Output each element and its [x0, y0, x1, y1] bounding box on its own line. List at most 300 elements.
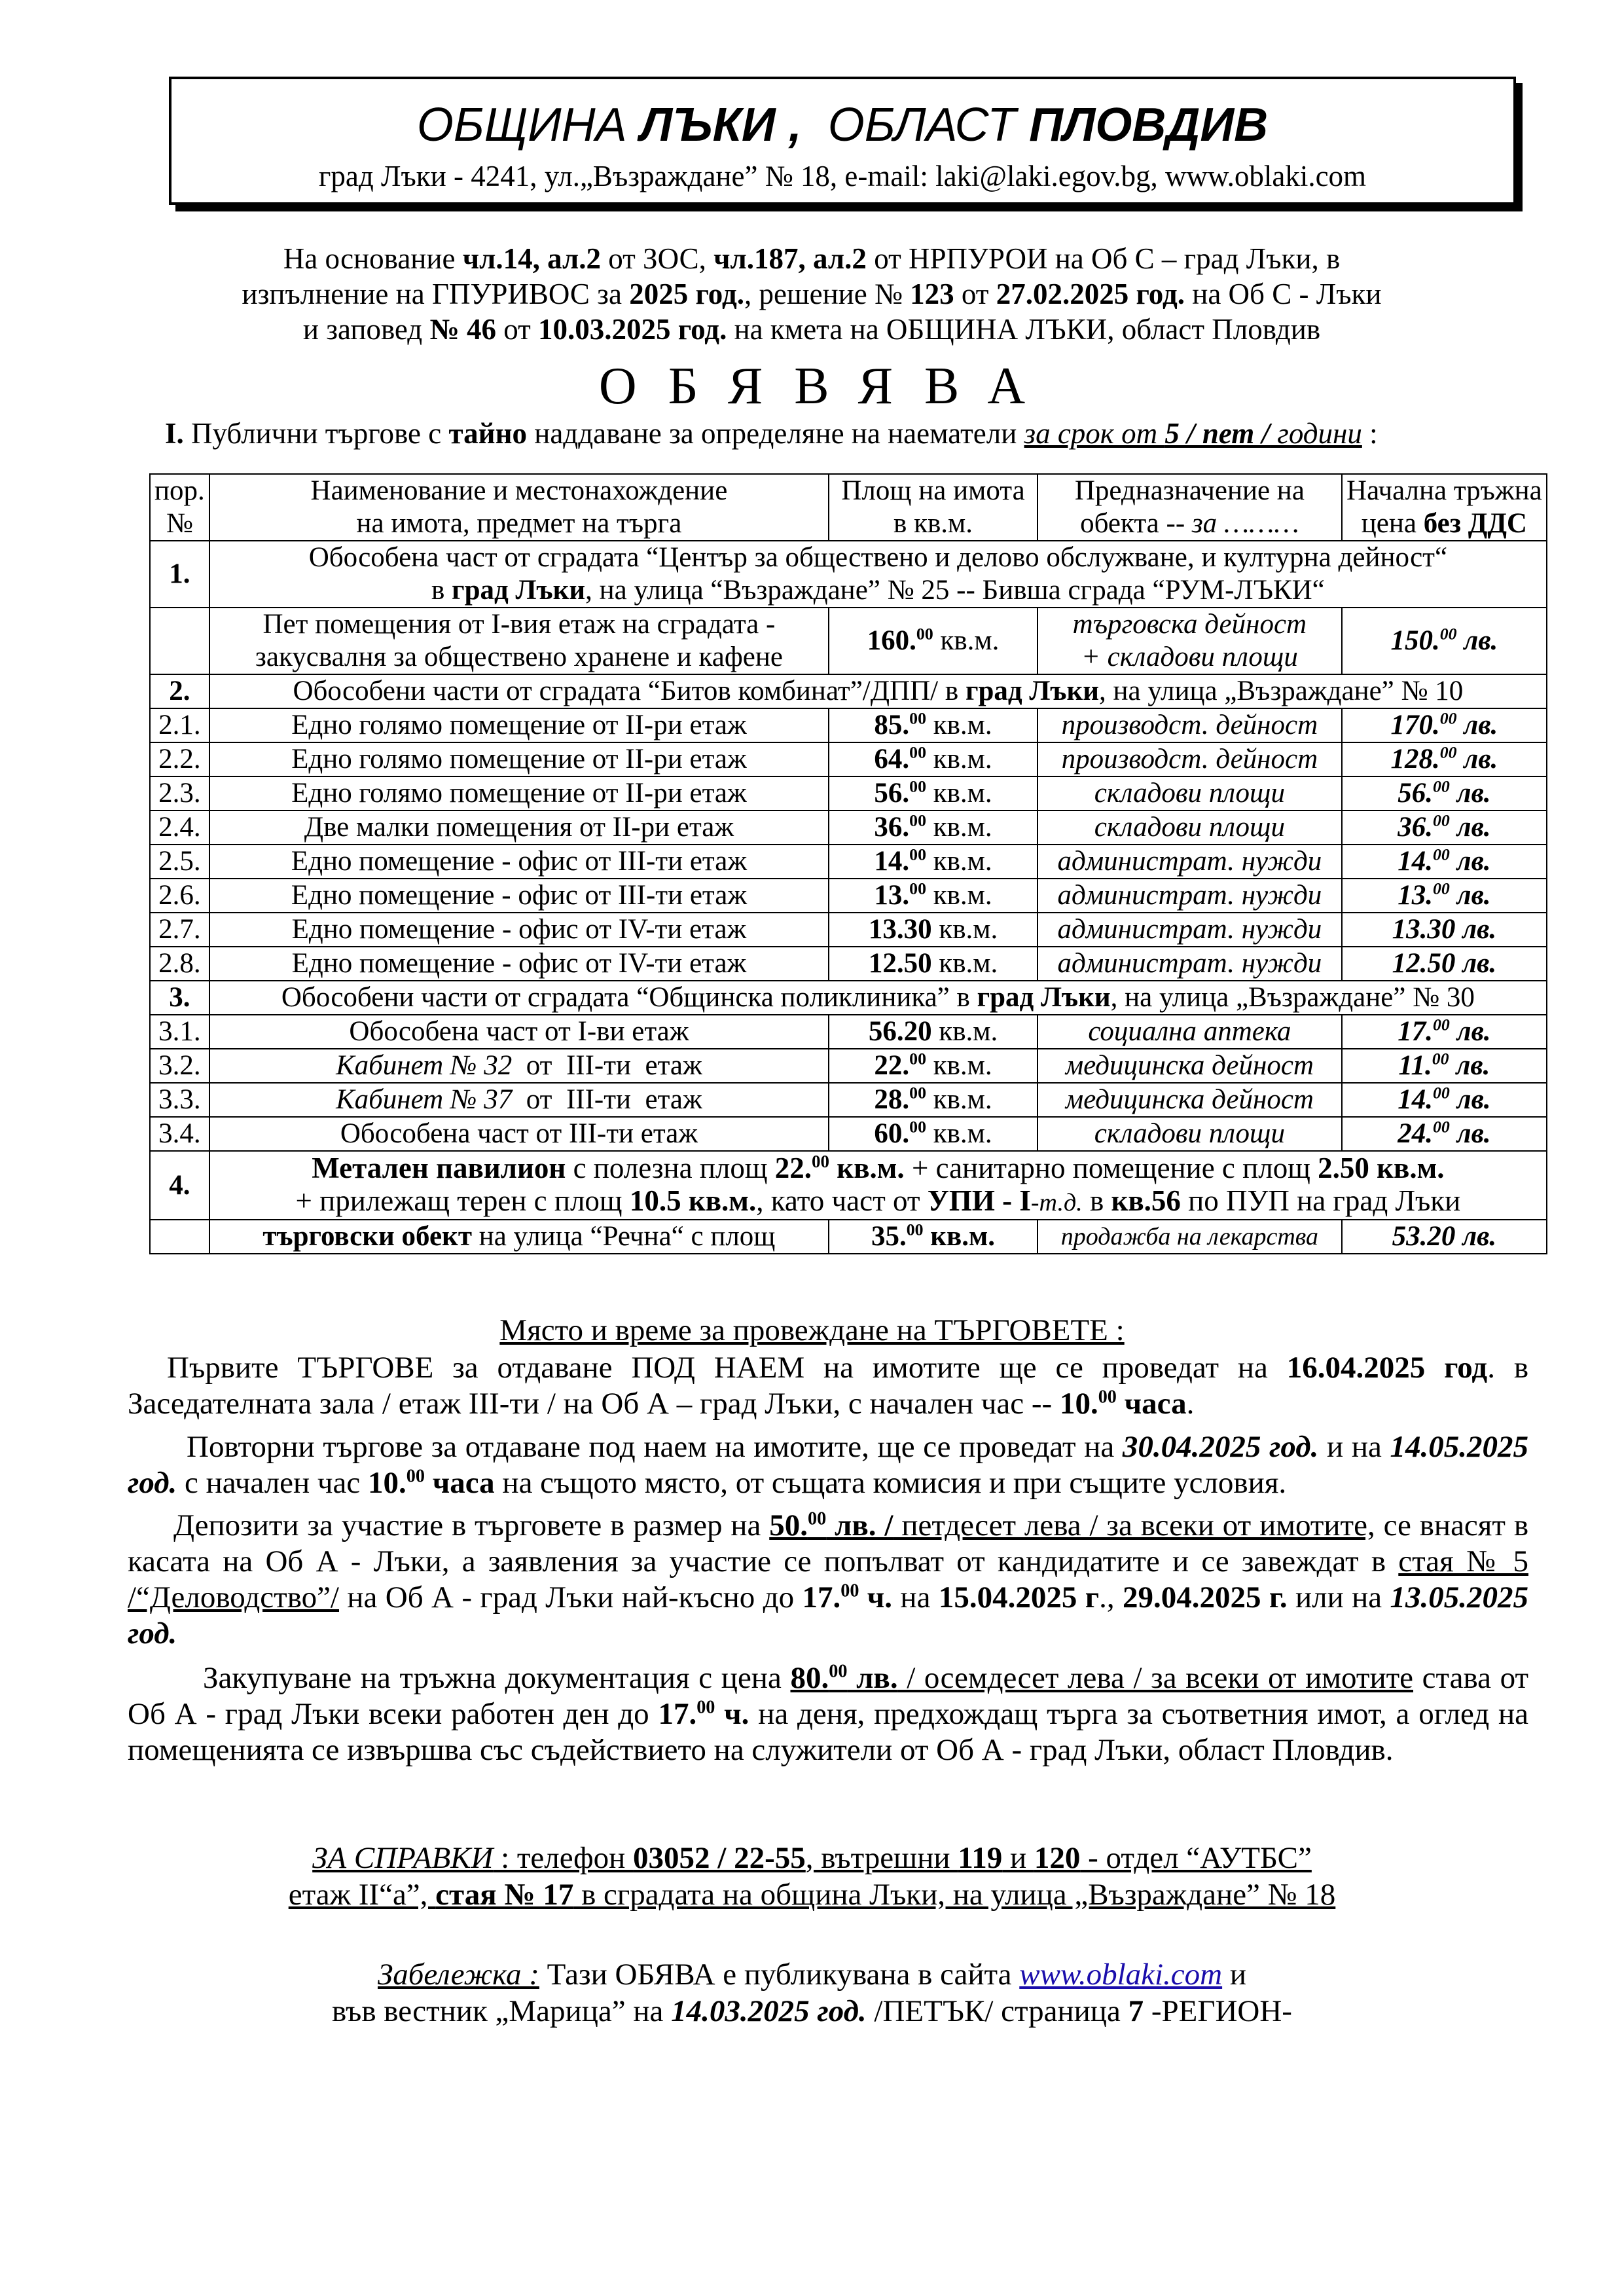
group-2-rows: [150, 708, 1547, 981]
t: 24.: [1398, 1118, 1433, 1149]
group-1-header: [150, 541, 1547, 608]
t: Начална тръжна: [1346, 475, 1542, 506]
t: лв.: [1449, 1050, 1490, 1081]
t: 12.50: [1392, 948, 1456, 979]
t: от III-ти етаж: [512, 1050, 702, 1081]
t: 00: [909, 879, 926, 898]
t: , на улица “Възраждане” № 25 -- Бивша сграда “РУМ-ЛЪКИ“: [585, 575, 1325, 606]
t: лв.: [1449, 812, 1491, 843]
t: на имота, предмет на търга: [356, 508, 682, 539]
row-area: [829, 879, 1038, 913]
t: ч.: [859, 1580, 893, 1614]
t: 17.: [1398, 1016, 1433, 1047]
para-deposits: [128, 1508, 1528, 1652]
row-purpose: складови площи: [1038, 1117, 1342, 1151]
t: 10.03.2025 год.: [538, 313, 727, 346]
t: 00: [1432, 1049, 1449, 1068]
t: 2.50 кв.м.: [1318, 1152, 1445, 1184]
t: Обособена част от сградата “Център за обществено и делово обслужване, и културна дейност“: [308, 542, 1448, 573]
place-time-title: Място и време за провеждане на ТЪРГОВЕТЕ :: [499, 1313, 1125, 1347]
row-area: [829, 1083, 1038, 1117]
t: Депозити за участие в търговете в размер на: [173, 1508, 770, 1542]
row-name: [209, 845, 829, 879]
t: 119: [958, 1841, 1003, 1875]
row-num: 2.5.: [150, 845, 209, 879]
row-name: [209, 811, 829, 845]
t: часа: [1116, 1387, 1187, 1421]
para-repeat-auctions: [128, 1429, 1528, 1501]
t: + складови площи: [1081, 642, 1298, 672]
t: на същото място, от същата комисия и при същите условия.: [494, 1466, 1287, 1500]
row-area: [829, 845, 1038, 879]
row-name: [209, 1220, 829, 1254]
t: кв.м.: [926, 812, 992, 843]
t: от НРПУРОИ на Об С – град Лъки, в: [866, 242, 1341, 275]
title-mid: ОБЛАСТ: [801, 99, 1030, 151]
row-price: [1342, 776, 1547, 811]
t: 00: [1098, 1387, 1117, 1408]
t: I.: [165, 417, 184, 450]
t: 00: [909, 1049, 926, 1068]
t: 00: [916, 624, 933, 644]
t: става от Об А - град Лъки всеки работен ден до: [128, 1661, 1528, 1731]
t: 00: [1432, 1015, 1450, 1034]
row-name: [209, 1117, 829, 1151]
row-area: [829, 1049, 1038, 1083]
t: 56.: [874, 778, 910, 809]
announce-heading: ОБЯВЯВА: [598, 357, 1057, 415]
row-purpose: медицинска дейност: [1038, 1083, 1342, 1117]
t: търговска дейност: [1072, 609, 1307, 640]
t: 56.20: [868, 1016, 932, 1047]
t: лв.: [1449, 846, 1491, 877]
t: Публични търгове с: [183, 417, 449, 450]
t: .,: [1099, 1580, 1123, 1614]
note: [0, 1956, 1624, 2030]
t: Едно помещение - офис от IV-ти етаж: [291, 914, 747, 945]
t: 00: [909, 742, 926, 762]
row-price: [1342, 742, 1547, 776]
t: лв. /: [826, 1508, 893, 1542]
t: пор.: [154, 475, 205, 506]
row-num: 2.4.: [150, 811, 209, 845]
t: цена: [1361, 508, 1424, 539]
t: 56.: [1398, 778, 1433, 809]
t: 10.: [368, 1466, 406, 1500]
t: кв.м.: [926, 710, 992, 740]
t: . в Заседателната зала / етаж III-ти / на Об А – град Лъки, с начален час --: [128, 1351, 1529, 1421]
t: 00: [909, 708, 926, 728]
row-area: [829, 608, 1038, 674]
group-num: 4.: [150, 1151, 209, 1220]
municipality-title: [171, 99, 1513, 151]
table-header: [150, 474, 1547, 541]
title-city: ЛЪКИ ,: [640, 99, 802, 151]
t: + санитарно помещение с площ: [904, 1152, 1318, 1184]
t: и: [1222, 1958, 1247, 1992]
t: Едно помещение - офис от III-ти етаж: [291, 880, 748, 911]
t: и: [1002, 1841, 1034, 1875]
t: Повторни търгове за отдаване под наем на имотите, ще се проведат на: [187, 1430, 1123, 1464]
row-price: [1342, 1049, 1547, 1083]
t: лв.: [1456, 744, 1498, 774]
row-num: 2.1.: [150, 708, 209, 742]
t: Обособена част от III-ти етаж: [340, 1118, 698, 1149]
t: 170.: [1390, 710, 1440, 740]
row-name: [209, 708, 829, 742]
row-num: [150, 1220, 209, 1254]
t: 00: [909, 776, 926, 796]
t: 60.: [874, 1118, 910, 1149]
col-name: [209, 474, 829, 541]
t: град Лъки: [977, 982, 1111, 1013]
row-name: [209, 742, 829, 776]
t: кв.м.: [926, 744, 992, 774]
t: -РЕГИОН-: [1144, 1994, 1292, 2028]
t: 13.30: [1392, 914, 1456, 945]
row-purpose: медицинска дейност: [1038, 1049, 1342, 1083]
t: , на улица „Възраждане” № 10: [1099, 676, 1464, 706]
t: Едно голямо помещение от II-ри етаж: [291, 778, 747, 809]
t: лв.: [1449, 1016, 1491, 1047]
t: ч.: [715, 1697, 749, 1731]
group-num: 2.: [150, 674, 209, 708]
t: 2025 год.: [629, 278, 744, 310]
t: Предназначение на: [1074, 475, 1305, 506]
row-name: [209, 879, 829, 913]
t: Едно голямо помещение от II-ри етаж: [291, 710, 747, 740]
t: на кмета на ОБЩИНА ЛЪКИ, област Пловдив: [727, 313, 1321, 346]
row-purpose: администрат. нужди: [1038, 913, 1342, 947]
t: 120: [1034, 1841, 1081, 1875]
section-1-heading: [165, 416, 1378, 451]
t: Две малки помещения от II-ри етаж: [304, 812, 734, 843]
t: Закупуване на тръжна документация с цена: [203, 1661, 791, 1695]
group-3-header: [150, 981, 1547, 1015]
t: лв.: [1449, 880, 1491, 911]
t: Пет помещения от I-вия етаж на сградата -: [262, 609, 776, 640]
t: на деня, предхождащ търга за съответния имот, а оглед на помещенията се извършва със съдействието на служители от Об А - град Лъки, област Пловдив.: [128, 1697, 1528, 1767]
row-num: 3.3.: [150, 1083, 209, 1117]
t: : телефон: [493, 1841, 634, 1875]
group-title: [209, 674, 1547, 708]
row-name: [209, 776, 829, 811]
t: 36.: [1398, 812, 1433, 843]
t: Кабинет № 37: [336, 1084, 513, 1115]
t: в: [431, 575, 452, 606]
t: без ДДС: [1423, 508, 1527, 539]
row-name: [209, 1049, 829, 1083]
group-title: [209, 541, 1547, 608]
t: 13.: [874, 880, 910, 911]
t: 35.: [871, 1221, 907, 1252]
t: по ПУП на град Лъки: [1180, 1184, 1461, 1217]
row-price: [1342, 879, 1547, 913]
t: 13.05.2025 год.: [128, 1580, 1529, 1650]
row-name: [209, 608, 829, 674]
row-num: 2.7.: [150, 913, 209, 947]
t: Площ на имота: [841, 475, 1025, 506]
t: 00: [829, 1661, 848, 1682]
t: наддаване за определяне на наематели: [527, 417, 1024, 450]
table-row: [150, 776, 1547, 811]
t: + прилежащ терен с площ: [295, 1184, 630, 1217]
table-row: [150, 1049, 1547, 1083]
t: , вътрешни: [805, 1841, 958, 1875]
t: Наименование и местонахождение: [310, 475, 728, 506]
row-num: 2.8.: [150, 947, 209, 981]
group-4-header: [150, 1151, 1547, 1220]
title-region: ПЛОВДИВ: [1029, 99, 1269, 151]
t: кв.м.: [926, 778, 992, 809]
row-purpose: администрат. нужди: [1038, 879, 1342, 913]
t: 150.: [1390, 625, 1440, 656]
group-3-rows: [150, 1015, 1547, 1151]
t: 00: [909, 1083, 926, 1102]
t: 27.02.2025 год.: [996, 278, 1185, 310]
t: /ПЕТЪК/ страница: [866, 1994, 1128, 2028]
t: кв.м.: [926, 846, 992, 877]
t: 13.: [1398, 880, 1433, 911]
row-price: [1342, 1117, 1547, 1151]
t: лв.: [1449, 1118, 1491, 1149]
t: и заповед: [302, 313, 430, 346]
t: Първите ТЪРГОВЕ за отдаване ПОД НАЕМ на имотите ще се проведат на: [167, 1351, 1287, 1385]
t: На основание: [283, 242, 463, 275]
t: в кв.м.: [893, 508, 973, 539]
t: Обособена част от I-ви етаж: [349, 1016, 689, 1047]
t: от III-ти етаж: [512, 1084, 702, 1115]
header-box: [169, 77, 1516, 205]
t: Едно голямо помещение от II-ри етаж: [291, 744, 747, 774]
table-row: [150, 1083, 1547, 1117]
row-price: [1342, 708, 1547, 742]
t: 00: [1432, 845, 1450, 864]
row-price: [1342, 811, 1547, 845]
t: 14.03.2025 год.: [671, 1994, 867, 2028]
t: 128.: [1390, 744, 1440, 774]
t: кв.м.: [829, 1152, 905, 1184]
t: 12.50: [868, 948, 932, 979]
table-row: [150, 742, 1547, 776]
t: град Лъки: [965, 676, 1100, 706]
t: 00: [906, 1220, 924, 1239]
t: от: [496, 313, 539, 346]
t: лв.: [1449, 778, 1491, 809]
t: на Об А - град Лъки най-късно до: [339, 1580, 803, 1614]
group-num: 1.: [150, 541, 209, 608]
t: , като част от: [756, 1184, 928, 1217]
t: .: [1186, 1387, 1195, 1421]
t: 00: [1432, 1117, 1450, 1137]
t: във вестник „Марица” на: [332, 1994, 672, 2028]
row-price: 53.20 лв.: [1342, 1220, 1547, 1254]
t: 17.: [802, 1580, 841, 1614]
table-row: [150, 608, 1547, 674]
t: 00: [909, 811, 926, 830]
t: лв.: [847, 1661, 898, 1695]
table-row: [150, 1220, 1547, 1254]
t: търговски обект: [262, 1221, 472, 1252]
t: закусвалня за обществено хранене и кафене: [255, 642, 783, 672]
t: / осемдесет лева / за всеки от имотите: [897, 1661, 1414, 1695]
t: чл.14, ал.2: [462, 242, 601, 275]
t: - отдел “АУТБС”: [1080, 1841, 1312, 1875]
t: за срок от: [1024, 417, 1165, 450]
row-num: 2.6.: [150, 879, 209, 913]
t: години: [1270, 417, 1362, 450]
t: 00: [1432, 879, 1450, 898]
t: чл.187, ал.2: [713, 242, 867, 275]
t: лв.: [1456, 625, 1498, 656]
t: 13.30: [868, 914, 932, 945]
t: на: [892, 1580, 939, 1614]
row-num: 3.4.: [150, 1117, 209, 1151]
t: от: [954, 278, 996, 310]
row-price: [1342, 608, 1547, 674]
website-link[interactable]: www.oblaki.com: [1019, 1958, 1223, 1992]
row-area: [829, 742, 1038, 776]
t: 14.: [1398, 846, 1433, 877]
t: в сградата на община Лъки, на улица „Възраждане” № 18: [573, 1878, 1336, 1912]
t: в: [1082, 1184, 1111, 1217]
t: 00: [1432, 811, 1450, 830]
t: 85.: [874, 710, 910, 740]
group-title: [209, 1151, 1547, 1220]
col-area: [829, 474, 1038, 541]
t: 11.: [1398, 1050, 1432, 1081]
t: 50.: [769, 1508, 808, 1542]
t: Тази ОБЯВА е публикувана в сайта: [539, 1958, 1020, 1992]
row-num: [150, 608, 209, 674]
row-name: [209, 947, 829, 981]
row-area: [829, 1117, 1038, 1151]
row-purpose: администрат. нужди: [1038, 845, 1342, 879]
t: Забележка :: [377, 1958, 539, 1992]
t: , на улица „Възраждане” № 30: [1110, 982, 1475, 1013]
t: кв.м.: [931, 914, 998, 945]
t: 14.: [1398, 1084, 1433, 1115]
t: 16.04.2025 год: [1286, 1351, 1488, 1385]
t: лв.: [1449, 1084, 1491, 1115]
t: 22.: [774, 1152, 812, 1184]
para-first-auctions: [128, 1350, 1528, 1422]
row-purpose: продажба на лекарства: [1038, 1220, 1342, 1254]
t: 22.: [874, 1050, 910, 1081]
t: Обособени части от сградата “Битов комбинат”/ДПП/ в: [293, 676, 965, 706]
row-num: 2.3.: [150, 776, 209, 811]
table-row: [150, 845, 1547, 879]
properties-table: [149, 473, 1547, 1254]
t: 00: [909, 845, 926, 864]
t: 17.: [658, 1697, 697, 1731]
row-name: [209, 1083, 829, 1117]
t: 00: [406, 1466, 425, 1487]
t: 00: [696, 1697, 715, 1718]
t: обекта --: [1080, 508, 1192, 539]
t: от ЗОС,: [600, 242, 714, 275]
t: кв.56: [1111, 1184, 1181, 1217]
t: 00: [1439, 742, 1457, 762]
group-title: [209, 981, 1547, 1015]
row-area: [829, 947, 1038, 981]
row-name: [209, 913, 829, 947]
t: лв.: [1455, 914, 1497, 945]
t: УПИ - I: [927, 1184, 1031, 1217]
t: 00: [909, 1117, 926, 1137]
row-price: [1342, 845, 1547, 879]
row-purpose: администрат. нужди: [1038, 947, 1342, 981]
t: Едно помещение - офис от III-ти етаж: [291, 846, 748, 877]
t: ЗА СПРАВКИ: [312, 1841, 494, 1875]
para-documentation: [128, 1660, 1528, 1768]
t: Метален павилион: [312, 1152, 566, 1184]
group-2-header: [150, 674, 1547, 708]
t: 30.04.2025 год.: [1122, 1430, 1319, 1464]
col-purpose: [1038, 474, 1342, 541]
row-price: [1342, 1015, 1547, 1049]
table-row: [150, 811, 1547, 845]
t: №: [166, 508, 193, 539]
col-num: [150, 474, 209, 541]
t: 00: [1439, 708, 1457, 728]
t: 00: [840, 1580, 859, 1601]
t: град Лъки: [452, 575, 586, 606]
row-purpose: складови площи: [1038, 811, 1342, 845]
legal-basis: [105, 241, 1519, 347]
t: стая № 17: [435, 1878, 574, 1912]
t: 5 / пет /: [1164, 417, 1271, 450]
t: 160.: [867, 625, 916, 656]
t: , решение №: [744, 278, 911, 310]
t: 15.04.2025 г: [938, 1580, 1100, 1614]
t: с начален час: [177, 1466, 369, 1500]
t: Кабинет № 32: [336, 1050, 513, 1081]
t: петдесет лева / за всеки от имотите,: [893, 1508, 1375, 1542]
t: -т.д.: [1030, 1189, 1083, 1216]
t: кв.м.: [923, 1221, 996, 1252]
t: лв.: [1456, 710, 1498, 740]
t: на улица “Речна“ с площ: [471, 1221, 776, 1252]
t: :: [1362, 417, 1378, 450]
col-price: [1342, 474, 1547, 541]
row-area: [829, 811, 1038, 845]
row-price: [1342, 913, 1547, 947]
row-purpose: производст. дейност: [1038, 708, 1342, 742]
row-area: [829, 1220, 1038, 1254]
t: 14.05.2025 год.: [128, 1430, 1528, 1500]
t: часа: [424, 1466, 495, 1500]
t: или на: [1287, 1580, 1390, 1614]
t: се внасят в касата на Об А - Лъки, а заявления за участие се попълват от кандидатите и се завеждат в: [128, 1508, 1529, 1578]
t: 00: [1439, 624, 1457, 644]
table-row: [150, 708, 1547, 742]
t: 80.: [790, 1661, 829, 1695]
t: с полезна площ: [566, 1152, 775, 1184]
t: за ………: [1191, 508, 1299, 539]
t: 14.: [874, 846, 910, 877]
t: кв.м.: [926, 1118, 992, 1149]
t: и на: [1318, 1430, 1390, 1464]
row-area: [829, 776, 1038, 811]
t: № 46: [429, 313, 496, 346]
row-purpose: складови площи: [1038, 776, 1342, 811]
t: Обособени части от сградата “Общинска поликлиника” в: [281, 982, 977, 1013]
table-row: [150, 913, 1547, 947]
t: кв.м.: [926, 1084, 992, 1115]
t: етаж II“а”,: [288, 1878, 436, 1912]
t: 10.5 кв.м.: [629, 1184, 757, 1217]
